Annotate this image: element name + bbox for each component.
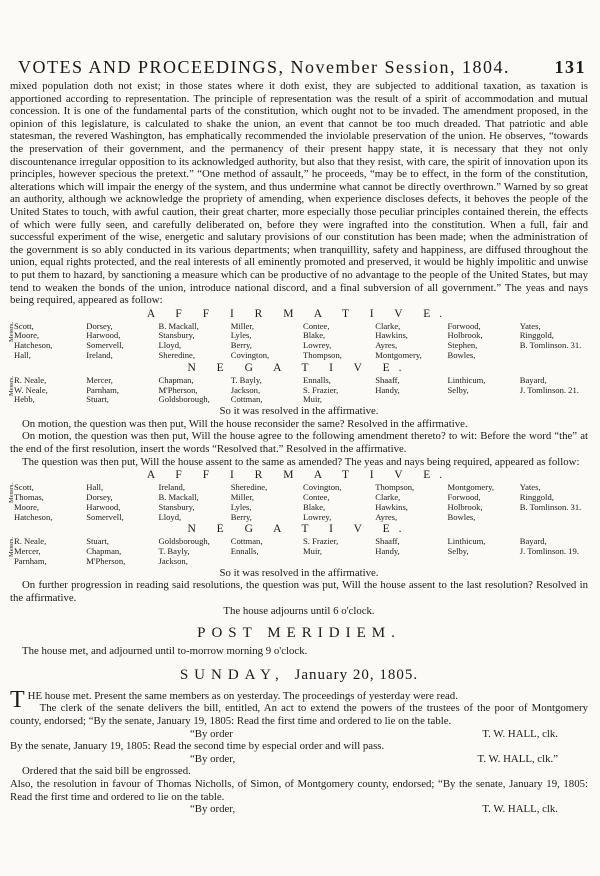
- member-name: M'Pherson,: [86, 556, 126, 567]
- paragraph-further-progression: On further progression in reading said resolutions, the question was put, Will the house assent to the last resolution? Resolved in the affirmative.: [10, 579, 588, 604]
- member-name: Somervell,: [86, 340, 124, 351]
- paragraph-engrossed: Ordered that the said bill be engrossed.: [22, 765, 191, 778]
- member-name: Linthicum,: [447, 536, 486, 547]
- member-name: [299, 557, 371, 567]
- member-name: Ireland,: [86, 350, 113, 361]
- member-name: Ennalls,: [303, 374, 331, 385]
- member-name: Hall,: [86, 482, 104, 493]
- signature-2: [10, 753, 588, 766]
- vote-negative-2: [10, 537, 588, 566]
- clerk-name: T. W. HALL, clk.: [482, 803, 558, 816]
- name-row: [10, 395, 588, 405]
- member-name: Shaaff,: [375, 374, 400, 385]
- page-title: VOTES AND PROCEEDINGS, November Session, 1804.: [18, 57, 510, 77]
- member-name: Harwood,: [86, 501, 121, 512]
- member-name: Ennalls,: [230, 546, 259, 557]
- signature-3: [10, 803, 588, 816]
- paragraph-house-met: The house met, and adjourned until to-morrow morning 9 o'clock.: [22, 645, 308, 658]
- member-name: Parnham,: [86, 384, 119, 395]
- messrs-label: Messrs.: [8, 483, 15, 504]
- member-name: Muir,: [303, 546, 322, 557]
- paragraph-assent: The question was then put, Will the house assent to the same as amended? The yeas and nays being required, appeared as follow:: [22, 455, 580, 468]
- member-name: Berry,: [230, 340, 252, 351]
- member-name: M'Pherson,: [158, 384, 198, 395]
- member-name: Handy,: [375, 546, 400, 557]
- member-name: Covington,: [230, 350, 270, 361]
- member-name: Montgomery,: [447, 482, 494, 493]
- member-name: Contee,: [303, 492, 330, 503]
- paragraph-sunday-open: [10, 686, 588, 713]
- resolution-result-2: So it was resolved in the affirmative.: [219, 566, 379, 579]
- paragraph-clerk-bill: The clerk of the senate delivers the bill, entitled, An act to extend the powers of the trustees of the poor of Montgomery county, endorsed; “By the senate, January 19, 1805: Read the first time and ordered to lie on the table.: [10, 702, 588, 727]
- member-name: Holbrook,: [447, 330, 483, 341]
- running-header: [6, 54, 592, 80]
- member-name: Handy,: [375, 384, 400, 395]
- member-name: S. Frazier,: [303, 536, 339, 547]
- member-name: Hall,: [14, 350, 31, 361]
- member-name: Scott,: [14, 482, 34, 493]
- member-name: Cottman,: [230, 536, 263, 547]
- member-name: Chapman,: [158, 374, 194, 385]
- member-name: Forwood,: [447, 492, 481, 503]
- paragraph-second-reading: By the senate, January 19, 1805: Read the second time by especial order and will pass.: [10, 740, 385, 753]
- member-name: B. Tomlinson. 31.: [519, 501, 582, 512]
- member-name: Contee,: [303, 320, 330, 331]
- member-name: Muir,: [303, 394, 322, 405]
- member-name: Blake,: [303, 501, 326, 512]
- member-name: Lloyd,: [158, 340, 182, 351]
- member-name: Thompson,: [375, 482, 415, 493]
- member-name: T. Bayly,: [230, 374, 262, 385]
- member-name: Shaaff,: [375, 536, 400, 547]
- page-number: 131: [554, 57, 586, 77]
- member-name: T. Bayly,: [158, 546, 190, 557]
- name-row: [10, 351, 588, 361]
- member-name: Montgomery,: [375, 350, 422, 361]
- affirmative-heading-1: A F F I R M A T I V E.: [146, 307, 452, 320]
- vote-affirmative-1: [10, 322, 588, 361]
- member-name: Stansbury,: [158, 501, 195, 512]
- messrs-label: Messrs.: [8, 375, 15, 396]
- member-name: Bayard,: [519, 374, 547, 385]
- member-name: Hawkins,: [375, 330, 408, 341]
- paragraph-nicholls: Also, the resolution in favour of Thomas Nicholls, of Simon, of Montgomery county, endorsed; “By the senate, January 19, 1805: Read the first time and ordered to lie on the table.: [10, 777, 588, 803]
- member-name: [516, 557, 588, 567]
- name-row: [10, 557, 588, 567]
- member-name: Clarke,: [375, 492, 401, 503]
- member-name: Lowrey,: [303, 340, 332, 351]
- vote-affirmative-2: [10, 483, 588, 522]
- drop-cap: T: [10, 686, 25, 713]
- member-name: Stephen,: [447, 340, 478, 351]
- member-name: Miller,: [230, 320, 255, 331]
- clerk-name: T. W. HALL, clk.: [482, 727, 558, 740]
- member-name: [516, 513, 588, 523]
- member-name: Selby,: [447, 546, 469, 557]
- names-table: [10, 322, 588, 361]
- vote-negative-1: [10, 376, 588, 405]
- member-name: Stansbury,: [158, 330, 195, 341]
- member-name: [516, 351, 588, 361]
- member-name: Parnham,: [14, 556, 47, 567]
- by-order: “By order,: [190, 803, 236, 816]
- member-name: R. Neale,: [14, 536, 47, 547]
- member-name: Thomas,: [14, 492, 44, 503]
- member-name: Thompson,: [303, 350, 342, 361]
- member-name: Hatcheson,: [14, 511, 53, 522]
- sunday-heading: [10, 664, 588, 686]
- sunday-date: January 20, 1805.: [294, 666, 419, 683]
- member-name: Moore,: [14, 501, 40, 512]
- member-name: Ireland,: [158, 482, 185, 493]
- member-name: Jackson,: [230, 384, 261, 395]
- member-name: [444, 557, 516, 567]
- member-name: Mercer,: [86, 374, 113, 385]
- member-name: Sheredine,: [230, 482, 268, 493]
- paragraph-amendment: On motion, the question was then put, Will the house agree to the following amendment thereto? to wit: Before the word “the” at the end of the first resolution, insert the words “Resolved that.” Resolved in the affirmative.: [10, 430, 588, 456]
- member-name: R. Neale,: [14, 374, 47, 385]
- member-name: Cottman,: [230, 394, 263, 405]
- member-name: Berry,: [230, 511, 252, 522]
- member-name: Lyles,: [230, 330, 252, 341]
- member-name: Yates,: [519, 320, 541, 331]
- names-table: [10, 483, 588, 522]
- document-body: [10, 80, 588, 816]
- member-name: Harwood,: [86, 330, 121, 341]
- member-name: Linthicum,: [447, 374, 486, 385]
- member-name: Dorsey,: [86, 320, 113, 331]
- member-name: Bowles,: [447, 350, 476, 361]
- negative-heading-1: N E G A T I V E.: [187, 361, 411, 374]
- member-name: Hawkins,: [375, 501, 408, 512]
- member-name: Sheredine,: [158, 350, 196, 361]
- member-name: [444, 395, 516, 405]
- member-name: Miller,: [230, 492, 255, 503]
- member-name: Holbrook,: [447, 501, 483, 512]
- clerk-name: T. W. HALL, clk.”: [477, 752, 558, 765]
- member-name: Ayres,: [375, 340, 398, 351]
- by-order: “By order,: [190, 752, 236, 765]
- member-name: [371, 395, 443, 405]
- affirmative-heading-2: A F F I R M A T I V E.: [146, 469, 452, 482]
- member-name: Clarke,: [375, 320, 401, 331]
- adjourn-note: The house adjourns until 6 o'clock.: [223, 604, 375, 617]
- member-name: B. Mackall,: [158, 320, 199, 331]
- names-table: [10, 537, 588, 566]
- names-table: [10, 376, 588, 405]
- paragraph-sunday-text: HE house met. Present the same members as on yesterday. The proceedings of yesterday were read.: [27, 689, 458, 702]
- paragraph-constitution: mixed population doth not exist; in those states where it doth exist, they are subjected to additional taxation, as taxation is apportioned according to representation. The principle of representation was the result of a spirit of accommodation and mutual concession. It is one of the fundamental parts of the constitution, which ought not to be invaded. The amendment proposed, in the opinion of this legislature, is calculated to shake the union, an event that cannot be too much dreaded. That patriotic and able statesman, the revered Washington, has emphatically recommended the inviolable preservation of the union. He observes, “towards the preservation of their government, and the permanency of their present happy state, it is necessary that they not only discountenance irregular opposition to its acknowledged authority, but also that they resist, with care, the spirit of innovation upon its principles, however specious the pretext.” “One method of assault,” he proceeds, “may be to effect, in the form of the constitution, alterations which will impair the energy of the system, and thus undermine what cannot be directly overthrown.” Warned by so great an authority, although we acknowledge the propriety of amending, when experience discloses defects, it behoves the people of the United States to touch, with awful caution, their great charter, more especially those peculiar principles contained therein, the effects of which were fully seen, and carefully deliberated on, before they were ingrafted into the constitution. When a full, fair and successful experiment of the wise, energetic and salutary provisions of our constitution has been made; when the administration of the government is so ably conducted in its various departments; when tranquillity, safety and happiness, are diffused throughout the union, equal rights protected, and the real interests of all eminently promoted and preserved, it would be highly impolitic and unwise to put them to hazard, by sanctioning a measure which can be productive of no advantage to the people of the United States, but may tend to weaken the bonds of the union, introduce national discord, and a final subversion of all government.” The yeas and nays being required, appeared as follow:: [10, 80, 588, 307]
- member-name: Stuart,: [86, 536, 109, 547]
- member-name: [516, 395, 588, 405]
- member-name: Bayard,: [519, 536, 547, 547]
- member-name: Goldsborough,: [158, 394, 210, 405]
- member-name: J. Tomlinson. 21.: [519, 384, 579, 395]
- member-name: [227, 557, 299, 567]
- member-name: Lowrey,: [303, 511, 332, 522]
- member-name: Selby,: [447, 384, 469, 395]
- member-name: Stuart,: [86, 394, 109, 405]
- member-name: Blake,: [303, 330, 326, 341]
- member-name: Hebb,: [14, 394, 35, 405]
- sunday-day: SUNDAY,: [179, 666, 285, 683]
- by-order: “By order: [190, 727, 233, 740]
- member-name: Lloyd,: [158, 511, 182, 522]
- member-name: S. Frazier,: [303, 384, 339, 395]
- member-name: Lyles,: [230, 501, 252, 512]
- member-name: Scott,: [14, 320, 34, 331]
- member-name: Mercer,: [14, 546, 41, 557]
- member-name: Covington,: [303, 482, 342, 493]
- member-name: Goldsborough,: [158, 536, 210, 547]
- member-name: B. Tomlinson. 31.: [519, 340, 582, 351]
- signature-1: [10, 728, 588, 741]
- messrs-label: Messrs.: [8, 537, 15, 558]
- post-meridiem-heading: POST MERIDIEM.: [197, 625, 401, 642]
- member-name: Jackson,: [158, 556, 188, 567]
- paragraph-reconsider: On motion, the question was then put, Will the house reconsider the same? Resolved in the affirmative.: [22, 417, 468, 430]
- member-name: Chapman,: [86, 546, 122, 557]
- member-name: Ayres,: [375, 511, 398, 522]
- member-name: Bowles,: [447, 511, 476, 522]
- member-name: Forwood,: [447, 320, 481, 331]
- resolution-result-1: So it was resolved in the affirmative.: [219, 405, 379, 418]
- member-name: J. Tomlinson. 19.: [519, 546, 579, 557]
- member-name: Hatcheson,: [14, 340, 53, 351]
- messrs-label: Messrs.: [8, 321, 15, 342]
- member-name: B. Mackall,: [158, 492, 199, 503]
- member-name: Ringgold,: [519, 492, 554, 503]
- member-name: Dorsey,: [86, 492, 113, 503]
- member-name: Somervell,: [86, 511, 124, 522]
- name-row: [10, 513, 588, 523]
- document-page: [6, 0, 592, 876]
- member-name: Yates,: [519, 482, 541, 493]
- member-name: Moore,: [14, 330, 40, 341]
- negative-heading-2: N E G A T I V E.: [187, 523, 411, 536]
- member-name: [371, 557, 443, 567]
- member-name: Ringgold,: [519, 330, 554, 341]
- member-name: W. Neale,: [14, 384, 48, 395]
